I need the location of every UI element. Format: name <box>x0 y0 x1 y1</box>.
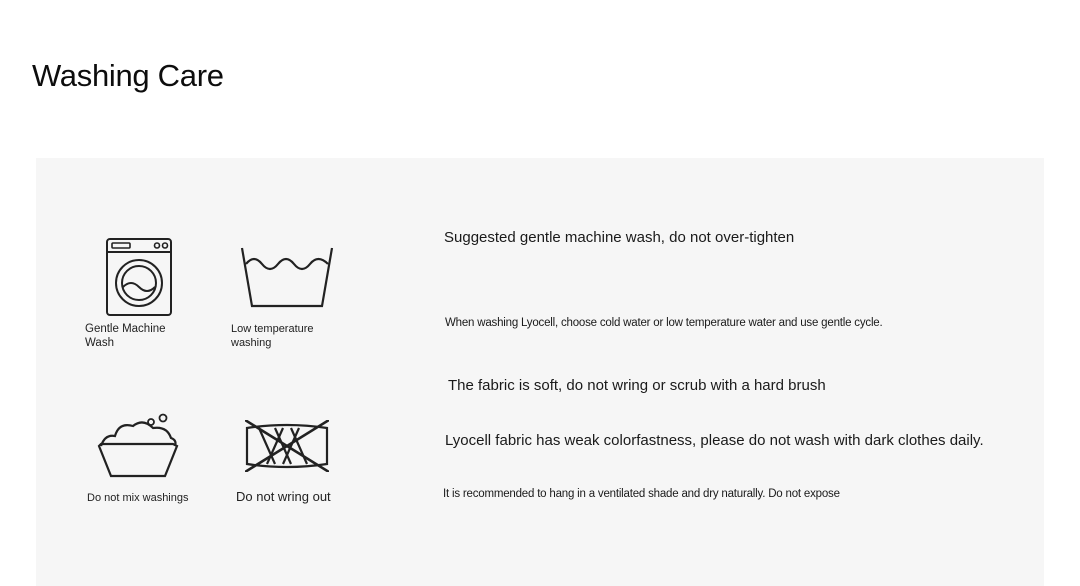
icon-label-gentle-machine-wash: Gentle Machine Wash <box>85 323 166 349</box>
icon-label-do-not-mix: Do not mix washings <box>87 492 189 504</box>
care-note-1: Suggested gentle machine wash, do not over-tighten <box>444 229 795 246</box>
washing-care-panel <box>36 158 1044 586</box>
washing-machine-icon <box>105 237 173 317</box>
wash-basin-icon <box>97 412 181 482</box>
wash-tub-icon <box>240 244 334 310</box>
do-not-wring-icon <box>245 420 329 472</box>
icon-label-low-temperature: Low temperature washing <box>231 323 314 349</box>
icon-label-do-not-wring: Do not wring out <box>236 489 331 504</box>
care-note-5: It is recommended to hang in a ventilated shade and dry naturally. Do not expose <box>443 488 840 500</box>
care-note-4: Lyocell fabric has weak colorfastness, please do not wash with dark clothes daily. <box>445 432 984 449</box>
care-note-3: The fabric is soft, do not wring or scrub with a hard brush <box>448 377 826 394</box>
page-title: Washing Care <box>32 58 224 93</box>
care-note-2: When washing Lyocell, choose cold water or low temperature water and use gentle cycle. <box>445 317 883 329</box>
